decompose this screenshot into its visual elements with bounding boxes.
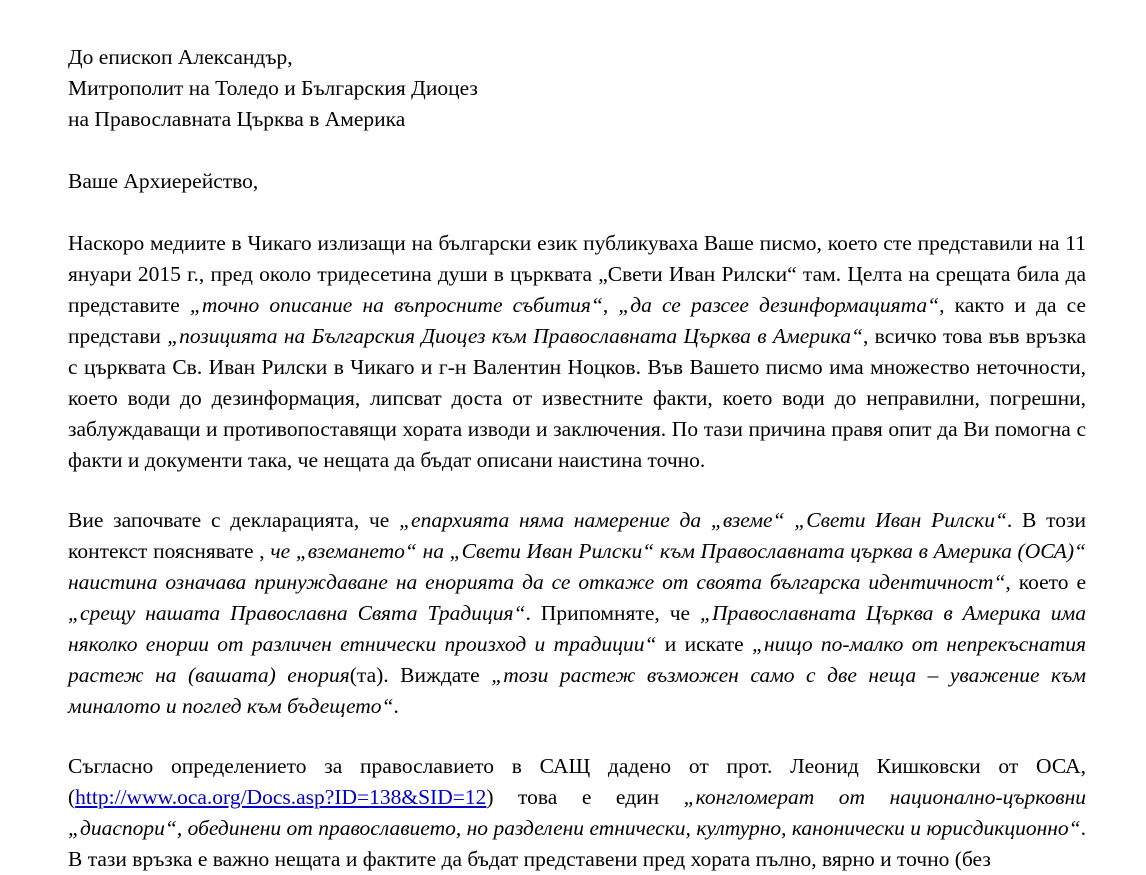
address-block: [68, 42, 1086, 135]
quoted-italic-run: „епархията няма намерение да „вземе“ „Свети Иван Рилски“: [399, 508, 1007, 532]
quoted-italic-run: „да се разсее дезинформацията“: [618, 293, 940, 317]
text-run: .: [393, 694, 399, 718]
quoted-italic-run: „срещу нашата Православна Свята Традиция“: [68, 601, 526, 625]
text-run: , както и да се представи: [68, 293, 1086, 348]
body-paragraph-2: [68, 505, 1086, 722]
oca-hyperlink[interactable]: http://www.oca.org/Docs.asp?ID=138&SID=12: [75, 785, 487, 809]
text-run: Вие започвате с декларацията, че: [68, 508, 400, 532]
text-run: , което е: [1005, 570, 1086, 594]
quoted-italic-run: „позицията на Българския Диоцез към Православната Църква в Америка“: [167, 324, 863, 348]
text-run: Наскоро медиите в Чикаго излизащи на български език публикуваха Ваше писмо, което сте представили на 11 януари 2015 г., пред около тридесетина души в църквата „Свети Иван Рилски“ там. Целта на срещата била да представите: [68, 231, 1086, 317]
text-run: Съгласно определението за православието в САЩ дадено от прот. Леонид Кишковски от ОСА, (: [68, 754, 1086, 809]
address-line-church: на Православната Църква в Америка: [68, 107, 406, 131]
text-run: (та). Виждате: [349, 663, 492, 687]
text-run: , всичко това във връзка с църквата Св. Иван Рилски в Чикаго и г-н Валентин Ноцков. Във Вашето писмо има множество неточности, което води до дезинформация, липсват доста от известните факти, което води до неправилни, погрешни, заблуждаващи и противопоставящи хората изводи и заключения. По тази причина правя опит да Ви помогна с факти и документи така, че нещата да бъдат описани наистина точно.: [68, 324, 1086, 472]
text-run: ,: [602, 293, 619, 317]
salutation: Ваше Архиерейство,: [68, 169, 259, 193]
text-run: . В тази връзка е важно нещата и фактите да бъдат представени пред хората пълно, вярно и точно (без: [68, 816, 1086, 871]
quoted-italic-run: че „вземането“ на „Свети Иван Рилски“ към Православната църква в Америка (ОСА)“ наистина означава принуждаване на енорията да се откаже от своята българска идентичност“: [68, 539, 1086, 594]
quoted-italic-run: „точно описание на въпросните събития“: [189, 293, 603, 317]
address-line-title: Митрополит на Толедо и Българския Диоцез: [68, 76, 478, 100]
body-paragraph-1: [68, 228, 1086, 476]
quoted-italic-run: „Православната Църква в Америка има няколко енории от различен етнически произход и традиции“: [68, 601, 1086, 656]
text-run: . В този контекст пояснявате ,: [68, 508, 1086, 563]
text-run: . Припомняте, че: [525, 601, 701, 625]
address-line-recipient: До епископ Александър,: [68, 45, 293, 69]
quoted-italic-run: „този растеж възможен само с две неща – уважение към миналото и поглед към бъдещето“: [68, 663, 1086, 718]
quoted-italic-run: „нищо по-малко от непрекъснатия растеж на (вашата) енория: [68, 632, 1086, 687]
text-run: ) това е един: [486, 785, 684, 809]
quoted-italic-run: „конгломерат от национално-църковни „диаспори“, обединени от православието, но разделени етнически, културно, канонически и юрисдикционно“: [68, 785, 1087, 840]
body-paragraph-3: [68, 751, 1086, 875]
text-run: и искате: [656, 632, 752, 656]
